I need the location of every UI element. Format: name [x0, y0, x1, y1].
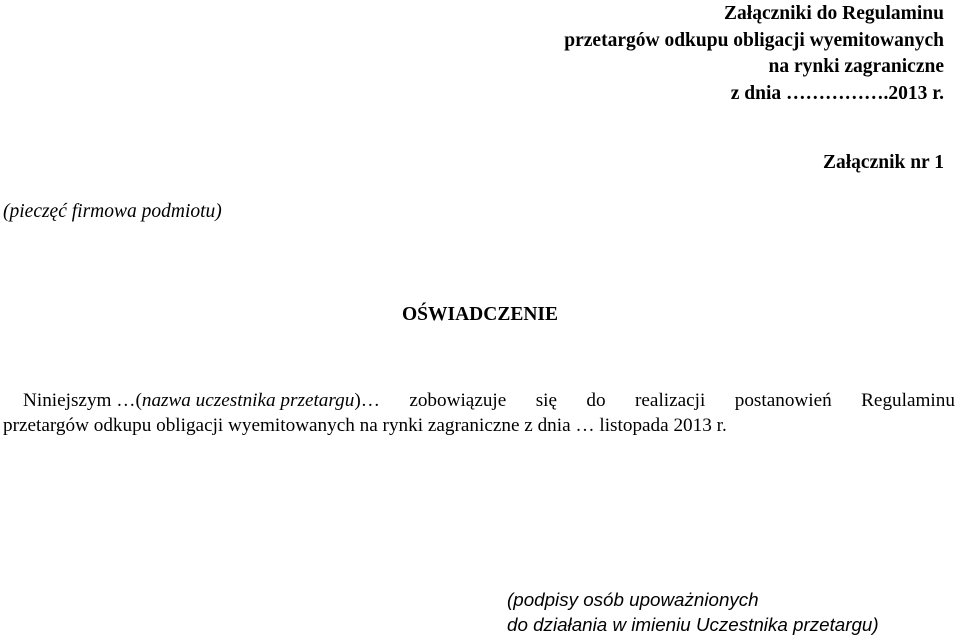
header-line: przetargów odkupu obligacji wyemitowanych: [564, 29, 944, 51]
statement-line-1: [3, 388, 955, 413]
statement-word: zobowiązuje: [409, 390, 507, 411]
statement-ellipsis-close: )…: [354, 390, 380, 411]
statement-word: postanowień: [734, 390, 832, 411]
company-stamp-placeholder: (pieczęć firmowa podmiotu): [3, 201, 222, 222]
header-line: z dnia …………….2013 r.: [730, 82, 944, 104]
statement-word: Regulaminu: [861, 390, 955, 411]
statement-word: realizacji: [635, 390, 706, 411]
signature-line: (podpisy osób upoważnionych: [507, 589, 759, 610]
statement-word: do: [586, 390, 606, 411]
statement-word: [23, 388, 380, 413]
participant-name-placeholder: nazwa uczestnika przetargu: [141, 390, 355, 411]
header-line: Załączniki do Regulaminu: [724, 3, 944, 24]
statement-word-text: Niniejszym: [23, 390, 112, 411]
signature-note: [507, 588, 879, 637]
signature-line: do działania w imieniu Uczestnika przetargu): [507, 613, 879, 635]
statement-ellipsis-open: …(: [116, 390, 142, 411]
document-header: [564, 1, 944, 107]
statement-word: się: [535, 390, 558, 411]
attachment-number: Załącznik nr 1: [823, 152, 944, 173]
document-title: OŚWIADCZENIE: [401, 304, 559, 325]
header-line: na rynki zagraniczne: [768, 56, 944, 77]
statement-line-2: przetargów odkupu obligacji wyemitowanych na rynki zagraniczne z dnia … listopada 2013 r.: [3, 415, 727, 436]
statement-body: [3, 388, 955, 438]
